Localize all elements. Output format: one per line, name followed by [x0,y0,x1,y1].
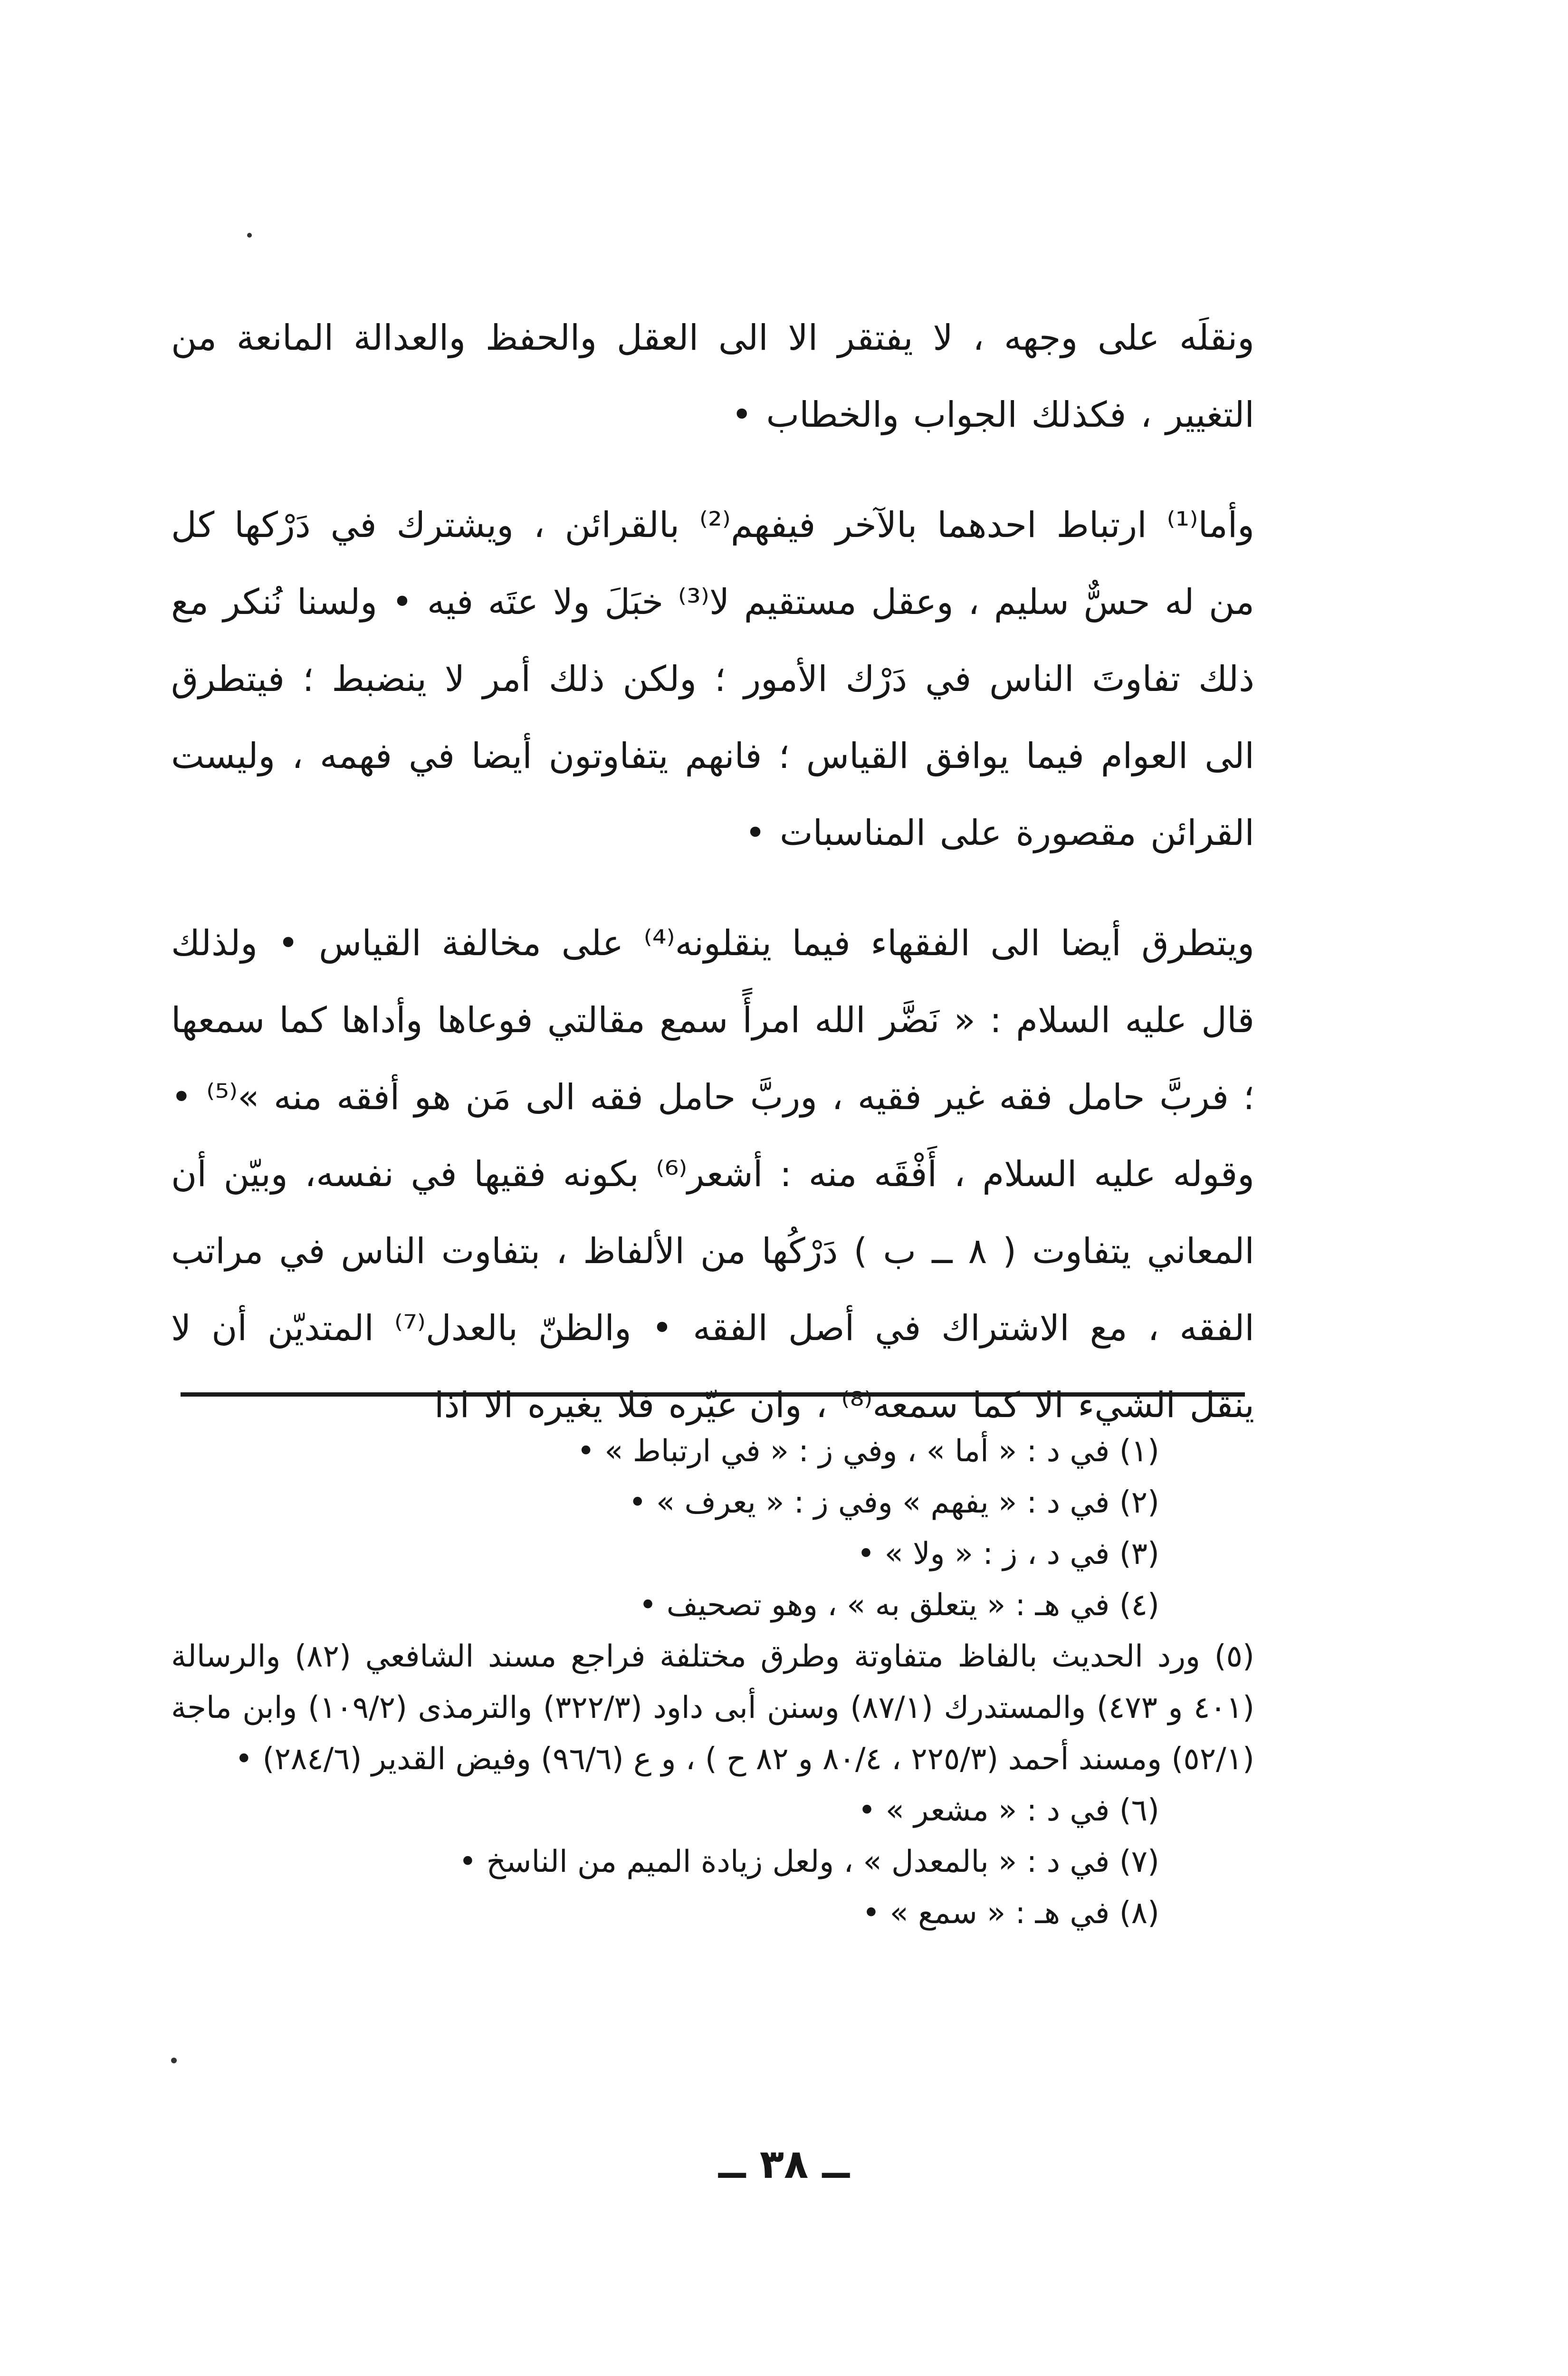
footnote: (٤) في هـ : « يتعلق به » ، وهو تصحيف • [639,1588,1159,1623]
scan-speck [171,2058,177,2063]
footnote-separator [181,1392,1245,1397]
paragraph: ويتطرق أيضا الى الفقهاء فيما ينقلونه⁽⁴⁾ على مخالفة القياس • ولذلك قال عليه السلام : « نَضَّر الله امرأً سمع مقالتي فوعاها وأداها كما سمعها ؛ فربَّ حامل فقه غير فقيه ، وربَّ حامل فقه الى مَن هو أفقه منه »⁽⁵⁾ • وقوله عليه السلام ، أَفْقَه منه : أشعر⁽⁶⁾ بكونه فقيها في نفسه، وبيّن أن المعاني يتفاوت ( ٨ ــ ب ) دَرْكُها من الألفاظ ، بتفاوت الناس في مراتب الفقه ، مع الاشتراك في أصل الفقه • والظنّ بالعدل⁽⁷⁾ المتديّن أن لا ينقل الشيء الا كما سمعه⁽⁸⁾ ، وان غيّره فلا يغيره الا اذا [171,923,1254,1426]
footnote: (٣) في د ، ز : « ولا » • [857,1536,1159,1571]
footnote: (٧) في د : « بالمعدل » ، ولعل زيادة الميم من الناسخ • [459,1844,1159,1879]
scan-speck [247,233,252,238]
footnotes [171,1426,1254,1939]
main-text [171,299,1254,1444]
paragraph: ونقلَه على وجهه ، لا يفتقر الا الى العقل والحفظ والعدالة المانعة من التغيير ، فكذلك الجواب والخطاب • [171,317,1254,435]
footnote: (٨) في هـ : « سمع » • [862,1896,1159,1931]
footnote: (١) في د : « أما » ، وفي ز : « في ارتباط » • [577,1434,1159,1469]
footnote: (٢) في د : « يفهم » وفي ز : « يعرف » • [628,1485,1159,1520]
page-number: ــ ٣٨ ــ [718,2141,850,2187]
footnote: (٦) في د : « مشعر » • [858,1793,1159,1828]
footnote: (٥) ورد الحديث بالفاظ متفاوتة وطرق مختلفة فراجع مسند الشافعي (٨٢) والرسالة (٤٠١ و ٤٧٣) والمستدرك (٨٧/١) وسنن أبى داود (٣٢٢/٣) والترمذى (١٠٩/٢) وابن ماجة (٥٢/١) ومسند أحمد (٢٢٥/٣ ، ٨٠/٤ و ٨٢ ح ) ، و ع (٩٦/٦) وفيض القدير (٢٨٤/٦) • [171,1639,1255,1777]
paragraph: وأما⁽¹⁾ ارتباط احدهما بالآخر فيفهم⁽²⁾ بالقرائن ، ويشترك في دَرْكها كل من له حسٌّ سليم ، وعقل مستقيم لا⁽³⁾ خبَلَ ولا عتَه فيه • ولسنا نُنكر مع ذلك تفاوتَ الناس في دَرْك الأمور ؛ ولكن ذلك أمر لا ينضبط ؛ فيتطرق الى العوام فيما يوافق القياس ؛ فانهم يتفاوتون أيضا في فهمه ، وليست القرائن مقصورة على المناسبات • [171,505,1254,853]
